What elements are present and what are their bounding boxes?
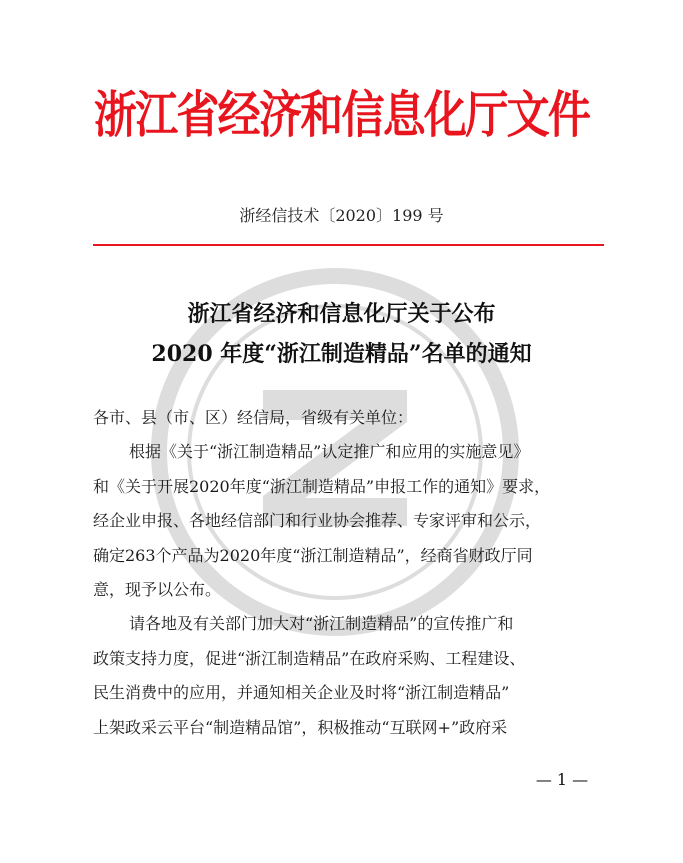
paragraph-2-line: 政策支持力度，促进“浙江制造精品”在政府采购、工程建设、 [93,648,526,668]
paragraph-1-line: 经企业申报、各地经信部门和行业协会推荐、专家评审和公示， [93,511,542,531]
notice-body [93,401,599,745]
salutation: 各市、县（市、区）经信局，省级有关单位： [93,408,414,427]
page-number: — 1 — [535,770,589,789]
notice-title-line-2: 2020 年度“浙江制造精品”名单的通知 [151,341,532,367]
paragraph-2-line: 请各地及有关部门加大对“浙江制造精品”的宣传推广和 [129,614,514,634]
paragraph-2-line: 上架政采云平台“制造精品馆”，积极推动“互联网+”政府采 [93,717,508,737]
notice-title-line-1: 浙江省经济和信息化厅关于公布 [187,301,496,327]
issuing-authority-header: 浙江省经济和信息化厅文件 [93,86,590,144]
paragraph-1-line: 意，现予以公布。 [93,580,222,600]
paragraph-2-line: 民生消费中的应用，并通知相关企业及时将“浙江制造精品” [93,683,510,703]
red-divider-line [93,244,604,246]
notice-title [0,294,683,374]
paragraph-1-line: 和《关于开展2020年度“浙江制造精品”申报工作的通知》要求， [93,476,551,496]
paragraph-1-line: 根据《关于“浙江制造精品”认定推广和应用的实施意见》 [129,442,530,462]
document-number: 浙经信技术〔2020〕199 号 [239,206,444,225]
paragraph-1-line: 确定263个产品为2020年度“浙江制造精品”，经商省财政厅同 [93,545,533,565]
